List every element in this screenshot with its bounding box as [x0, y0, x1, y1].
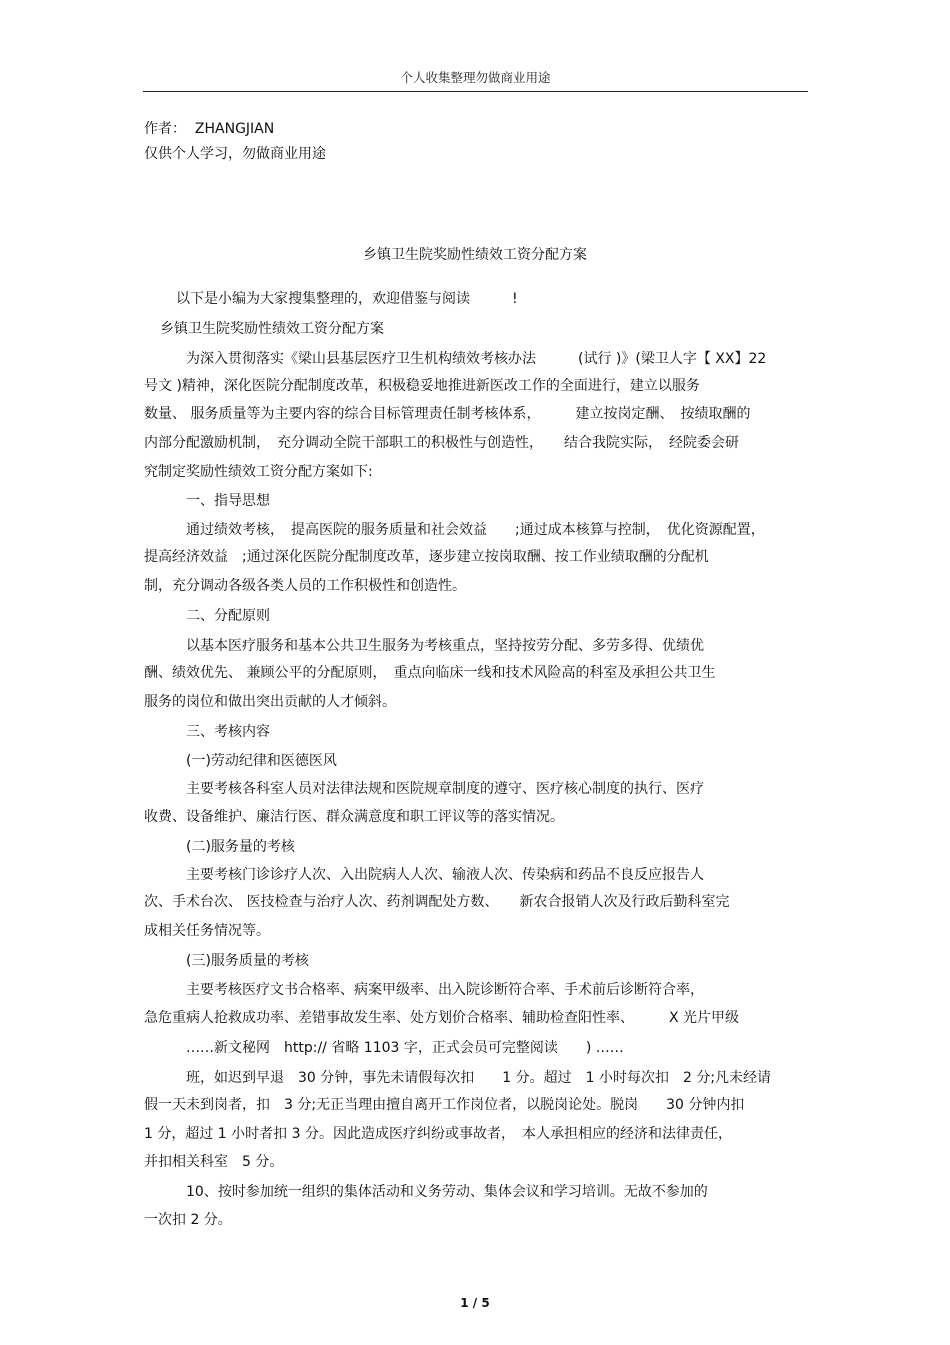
body-line: 数量、 服务质量等为主要内容的综合目标管理责任制考核体系， 建立按岗定酬、 按绩取酬的: [144, 406, 751, 422]
document-title: 乡镇卫生院奖励性绩效工资分配方案: [363, 247, 587, 263]
body-line: 究制定奖励性绩效工资分配方案如下:: [144, 464, 373, 480]
body-line: 以下是小编为大家搜集整理的，欢迎借鉴与阅读 !: [176, 291, 518, 307]
body-line: 内部分配激励机制， 充分调动全院干部职工的积极性与创造性， 结合我院实际， 经院委会研: [144, 435, 739, 451]
body-line: 提高经济效益 ;通过深化医院分配制度改革，逐步建立按岗取酬、按工作业绩取酬的分配机: [144, 549, 709, 565]
section-heading: 一、指导思想: [186, 493, 270, 509]
body-line: 一次扣 2 分。: [144, 1212, 232, 1228]
body-line: 主要考核医疗文书合格率、病案甲级率、出入院诊断符合率、手术前后诊断符合率，: [186, 982, 704, 998]
body-line: 收费、设备维护、廉洁行医、群众满意度和职工评议等的落实情况。: [144, 809, 564, 825]
body-line: 班，如迟到早退 30 分钟，事先未请假每次扣 1 分。超过 1 小时每次扣 2 分;凡未经请: [186, 1070, 772, 1086]
subsection-heading: (二)服务量的考核: [186, 839, 295, 855]
author-name: ZHANGJIAN: [194, 121, 275, 137]
body-line: 制，充分调动各级各类人员的工作积极性和创造性。: [144, 578, 466, 594]
body-line: 服务的岗位和做出突出贡献的人才倾斜。: [144, 694, 396, 710]
body-line: 假一天未到岗者，扣 3 分;无正当理由擅自离开工作岗位者，以脱岗论处。脱岗 30 分钟内扣: [144, 1097, 745, 1113]
subsection-heading: (三)服务质量的考核: [186, 953, 309, 969]
subsection-heading: (一)劳动纪律和医德医风: [186, 753, 337, 769]
page-header: 个人收集整理勿做商业用途: [400, 70, 551, 85]
author-label: 作者：: [144, 121, 186, 137]
author-line: [144, 119, 274, 139]
body-line: 主要考核门诊诊疗人次、入出院病人人次、输液人次、传染病和药品不良反应报告人: [186, 867, 704, 883]
header-rule: [143, 91, 808, 92]
body-line: 通过绩效考核， 提高医院的服务质量和社会效益 ;通过成本核算与控制， 优化资源配置，: [186, 522, 765, 538]
body-line: 成相关任务情况等。: [144, 923, 270, 939]
body-line: 主要考核各科室人员对法律法规和医院规章制度的遵守、医疗核心制度的执行、医疗: [186, 781, 704, 797]
usage-notice: 仅供个人学习，勿做商业用途: [144, 146, 326, 162]
body-line: 为深入贯彻落实《梁山县基层医疗卫生机构绩效考核办法 (试行 )》(梁卫人字【 XX】22: [186, 351, 767, 367]
body-line: 以基本医疗服务和基本公共卫生服务为考核重点，坚持按劳分配、多劳多得、优绩优: [186, 638, 704, 654]
section-heading: 二、分配原则: [186, 608, 270, 624]
body-line: 急危重病人抢救成功率、差错事故发生率、处方划价合格率、辅助检查阳性率、 X 光片甲级: [144, 1010, 740, 1026]
body-line: 10、按时参加统一组织的集体活动和义务劳动、集体会议和学习培训。无故不参加的: [186, 1184, 708, 1200]
truncation-notice: ……新文秘网 http:// 省略 1103 字，正式会员可完整阅读 ) ……: [186, 1040, 624, 1056]
body-line: 并扣相关科室 5 分。: [144, 1154, 284, 1170]
body-line: 酬、绩效优先、 兼顾公平的分配原则， 重点向临床一线和技术风险高的科室及承担公共卫生: [144, 665, 716, 681]
section-heading: 三、考核内容: [186, 724, 270, 740]
section-subtitle: 乡镇卫生院奖励性绩效工资分配方案: [160, 321, 384, 337]
page-number: 1 / 5: [460, 1296, 490, 1310]
body-line: 号文 )精神，深化医院分配制度改革，积极稳妥地推进新医改工作的全面进行，建立以服务: [144, 378, 700, 394]
body-line: 次、手术台次、 医技检查与治疗人次、药剂调配处方数、 新农合报销人次及行政后勤科室完: [144, 894, 730, 910]
body-line: 1 分，超过 1 小时者扣 3 分。因此造成医疗纠纷或事故者， 本人承担相应的经济和法律责任，: [144, 1126, 732, 1142]
